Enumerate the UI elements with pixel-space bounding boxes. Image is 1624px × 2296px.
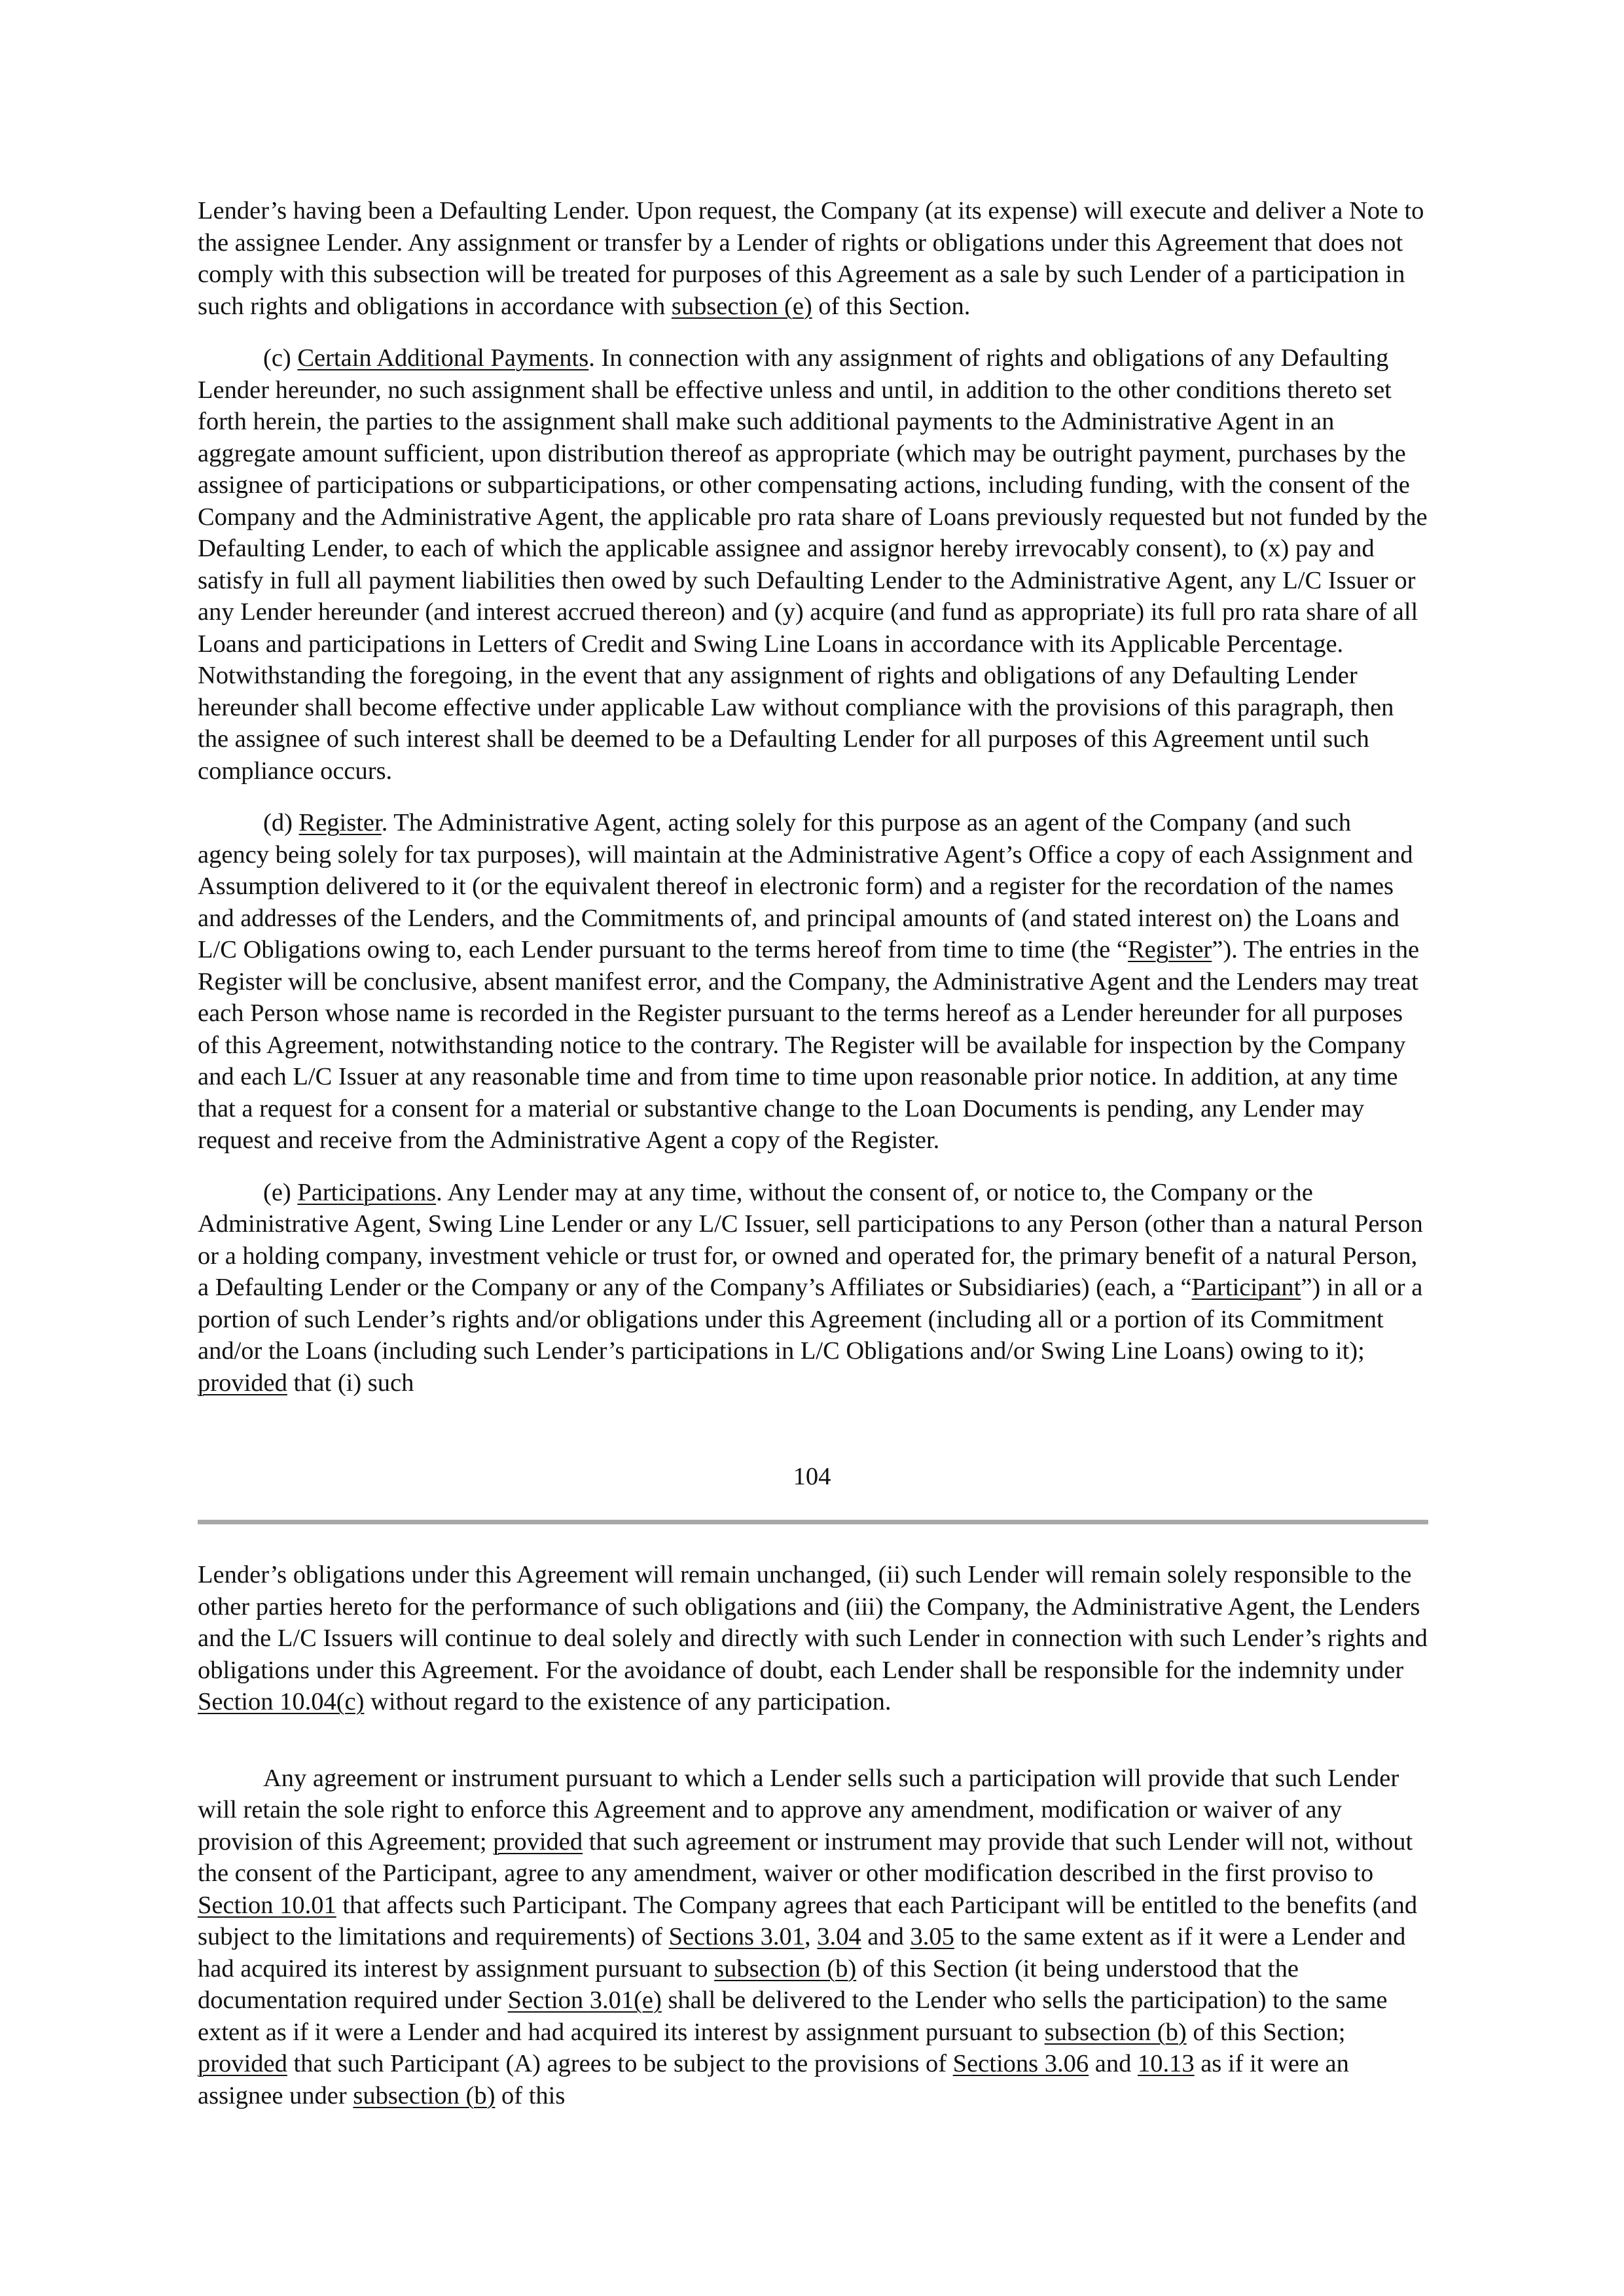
cross-reference: Sections 3.01 bbox=[668, 1923, 805, 1950]
page-top-content bbox=[198, 195, 1428, 1419]
paragraph-text: Lender’s having been a Defaulting Lender. Upon request, the Company (at its expense) will execute and deliver a Note to the assignee Lender. Any assignment or transfer by a Lender of rights or obligations under this Agreement that does not comply with this subsection will be treated for purposes of this Agreement as a sale by such Lender of a participation in such rights and obligations in accordance with bbox=[198, 197, 1424, 320]
paragraph-text: of this Section (it being understood that the documentation required under bbox=[198, 1954, 1299, 2014]
cross-reference: Section 10.04(c) bbox=[198, 1688, 365, 1715]
proviso-word: provided bbox=[198, 1369, 287, 1397]
page-bottom-content bbox=[198, 1559, 1428, 2132]
paragraph-text: . Any Lender may at any time, without the consent of, or notice to, the Company or the Administrative Agent, Swing Line Lender or any L/C Issuer, sell participations to any Person (other than a natural Person or a holding company, investment vehicle or trust for, or owned and operated for, the primary benefit of a natural Person, a Defaulting Lender or the Company or any of the Company’s Affiliates or Subsidiaries) (each, a “ bbox=[198, 1178, 1423, 1301]
paragraph-register bbox=[198, 807, 1428, 1157]
clause-number: (e) bbox=[263, 1178, 298, 1206]
clause-heading: Register bbox=[298, 809, 382, 836]
cross-reference: subsection (b) bbox=[714, 1954, 857, 1982]
cross-reference: subsection (e) bbox=[671, 292, 812, 320]
paragraph-participation-agreement bbox=[198, 1763, 1428, 2112]
paragraph-text: that (i) such bbox=[287, 1369, 414, 1397]
paragraph-text: , bbox=[804, 1923, 818, 1950]
paragraph-certain-additional-payments bbox=[198, 342, 1428, 787]
paragraph-assignment-continuation bbox=[198, 195, 1428, 322]
paragraph-text: of this Section. bbox=[812, 292, 971, 320]
paragraph-text: ”). The entries in the Register will be conclusive, absent manifest error, and the Company, the Administrative Agent and the Lenders may treat each Person whose name is recorded in the Register pursuant to the terms hereof as a Lender hereunder for all purposes of this Agreement, notwithstanding notice to the contrary. The Register will be available for inspection by the Company and each L/C Issuer at any reasonable time and from time to time upon reasonable prior notice. In addition, at any time that a request for a consent for a material or substantive change to the Loan Documents is pending, any Lender may request and receive from the Administrative Agent a copy of the Register. bbox=[198, 936, 1420, 1154]
paragraph-text: that such agreement or instrument may provide that such Lender will not, without the consent of the Participant, agree to any amendment, waiver or other modification described in the first proviso to bbox=[198, 1827, 1413, 1887]
clause-heading: Certain Additional Payments bbox=[297, 344, 589, 372]
paragraph-text: without regard to the existence of any participation. bbox=[364, 1688, 892, 1715]
clause-heading: Participations bbox=[297, 1178, 437, 1206]
paragraph-text: . In connection with any assignment of rights and obligations of any Defaulting Lender hereunder, no such assignment shall be effective unless and until, in addition to the other conditions thereto set forth herein, the parties to the assignment shall make such additional payments to the Administrative Agent in an aggregate amount sufficient, upon distribution thereof as appropriate (which may be outright payment, purchases by the assignee of participations or subparticipations, or other compensating actions, including funding, with the consent of the Company and the Administrative Agent, the applicable pro rata share of Loans previously requested but not funded by the Defaulting Lender, to each of which the applicable assignee and assignor hereby irrevocably consent), to (x) pay and satisfy in full all payment liabilities then owed by such Defaulting Lender to the Administrative Agent, any L/C Issuer or any Lender hereunder (and interest accrued thereon) and (y) acquire (and fund as appropriate) its full pro rata share of all Loans and participations in Letters of Credit and Swing Line Loans in accordance with its Applicable Percentage. Notwithstanding the foregoing, in the event that any assignment of rights and obligations of any Defaulting Lender hereunder shall become effective under applicable Law without compliance with the provisions of this paragraph, then the assignee of such interest shall be deemed to be a Defaulting Lender for all purposes of this Agreement until such compliance occurs. bbox=[198, 344, 1428, 785]
paragraph-participation-continuation bbox=[198, 1559, 1428, 1718]
paragraph-text: Any agreement or instrument pursuant to which a Lender sells such a participation will provide that such Lender will retain the sole right to enforce this Agreement and to approve any amendment, modification or waiver of any provision of this Agreement; bbox=[198, 1764, 1399, 1856]
paragraph-text: and bbox=[1089, 2050, 1138, 2077]
paragraph-text: Lender’s obligations under this Agreement will remain unchanged, (ii) such Lender will remain solely responsible to the other parties hereto for the performance of such obligations and (iii) the Company, the Administrative Agent, the Lenders and the L/C Issuers will continue to deal solely and directly with such Lender in connection with such Lender’s rights and obligations under this Agreement. For the avoidance of doubt, each Lender shall be responsible for the indemnity under bbox=[198, 1561, 1428, 1684]
proviso-word: provided bbox=[198, 2050, 287, 2077]
paragraph-text: shall be delivered to the Lender who sells the participation) to the same extent as if it were a Lender and had acquired its interest by assignment pursuant to bbox=[198, 1986, 1388, 2046]
cross-reference: 3.04 bbox=[817, 1923, 861, 1950]
paragraph-text: of this Section; bbox=[1186, 2018, 1346, 2046]
paragraph-text: to the same extent as if it were a Lender and had acquired its interest by assignment pursuant to bbox=[198, 1923, 1406, 1982]
paragraph-text: ”) in all or a portion of such Lender’s rights and/or obligations under this Agreement (including all or a portion of its Commitment and/or the Loans (including such Lender’s participations in L/C Obligations and/or Swing Line Loans) owing to it); bbox=[198, 1274, 1423, 1365]
page-divider bbox=[198, 1520, 1428, 1524]
clause-number: (c) bbox=[263, 344, 298, 372]
cross-reference: 10.13 bbox=[1137, 2050, 1195, 2077]
paragraph-text: that affects such Participant. The Company agrees that each Participant will be entitled to the benefits (and subject to the limitations and requirements) of bbox=[198, 1891, 1418, 1950]
cross-reference: Sections 3.06 bbox=[952, 2050, 1089, 2077]
cross-reference: Section 3.01(e) bbox=[507, 1986, 662, 2014]
cross-reference: subsection (b) bbox=[353, 2081, 496, 2109]
paragraph-text: of this bbox=[495, 2081, 566, 2109]
defined-term: Participant bbox=[1191, 1274, 1301, 1301]
defined-term: Register bbox=[1127, 936, 1212, 963]
paragraph-text: and bbox=[861, 1923, 911, 1950]
paragraph-participations bbox=[198, 1177, 1428, 1399]
paragraph-text: that such Participant (A) agrees to be subject to the provisions of bbox=[287, 2050, 953, 2077]
cross-reference: subsection (b) bbox=[1044, 2018, 1187, 2046]
page-number: 104 bbox=[793, 1463, 831, 1490]
clause-number: (d) bbox=[263, 809, 299, 836]
cross-reference: Section 10.01 bbox=[198, 1891, 336, 1919]
proviso-word: provided bbox=[493, 1827, 583, 1856]
paragraph-text: as if it were an assignee under bbox=[198, 2050, 1349, 2109]
paragraph-text: . The Administrative Agent, acting solely for this purpose as an agent of the Company (and such agency being solely for tax purposes), will maintain at the Administrative Agent’s Office a copy of each Assignment and Assumption delivered to it (or the equivalent thereof in electronic form) and a register for the recordation of the names and addresses of the Lenders, and the Commitments of, and principal amounts of (and stated interest on) the Loans and L/C Obligations owing to, each Lender pursuant to the terms hereof from time to time (the “ bbox=[198, 809, 1413, 963]
cross-reference: 3.05 bbox=[910, 1923, 954, 1950]
